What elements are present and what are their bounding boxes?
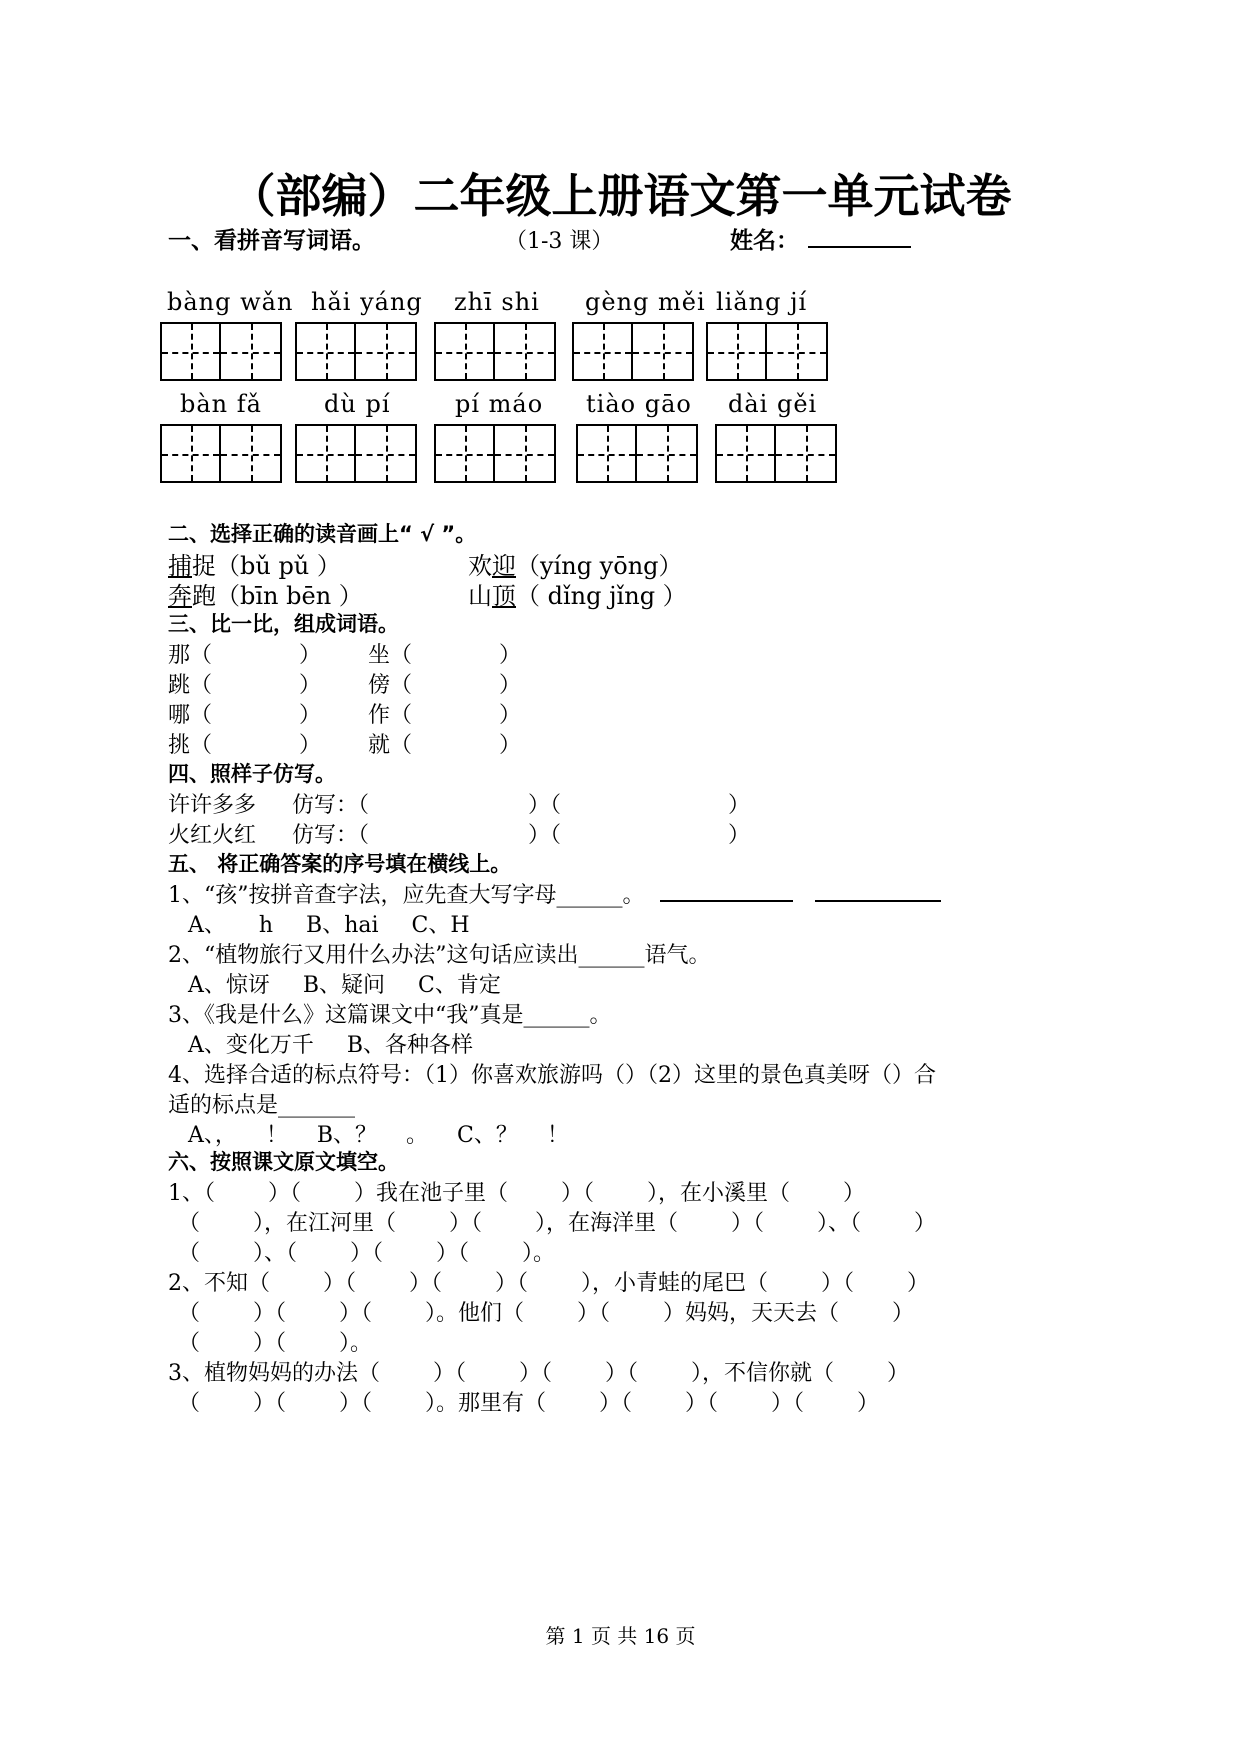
compare-right-4[interactable]: 就（ ） <box>368 733 521 758</box>
pinyin-6: bàn fǎ <box>180 390 262 418</box>
writing-grid-2[interactable] <box>295 322 417 381</box>
pinyin-9: tiào gāo <box>586 390 692 418</box>
writing-grid-6[interactable] <box>160 424 282 483</box>
imitate-label-2: 仿写：（ <box>292 823 370 848</box>
question-3-options[interactable]: A、变化万千 B、各种各样 <box>188 1033 474 1058</box>
writing-grid-5[interactable] <box>706 322 828 381</box>
section6-heading: 六、按照课文原文填空。 <box>168 1150 399 1174</box>
writing-grid-9[interactable] <box>576 424 698 483</box>
imitate-example-1: 许许多多 <box>168 793 257 818</box>
question-2: 2、“植物旅行又用什么办法”这句话应读出______语气。 <box>168 943 711 968</box>
pinyin-2: hǎi yáng <box>311 288 423 316</box>
reading-item-1[interactable]: 捕捉（bǔ pǔ ） <box>168 552 341 580</box>
compare-right-3[interactable]: 作（ ） <box>368 703 521 728</box>
name-label: 姓名： <box>730 228 799 254</box>
fill-line-2[interactable]: （ ），在江河里（ ）（ ），在海洋里（ ）（ ）、（ ） <box>178 1211 936 1236</box>
question-4-line-1: 4、选择合适的标点符号：（1）你喜欢旅游吗（）（2）这里的景色真美呀（）合 <box>168 1063 936 1088</box>
compare-left-1[interactable]: 那（ ） <box>168 643 321 668</box>
writing-grid-8[interactable] <box>434 424 556 483</box>
pinyin-5: liǎng jí <box>716 288 808 316</box>
underlined-char: 奔 <box>168 582 192 610</box>
imitate-mid-2[interactable]: ）（ <box>528 823 562 848</box>
writing-grid-4[interactable] <box>572 322 694 381</box>
section3-heading: 三、比一比，组成词语。 <box>168 612 399 636</box>
fill-line-8[interactable]: （ ）（ ）（ ）。那里有（ ）（ ）（ ）（ ） <box>178 1391 879 1416</box>
name-blank-line[interactable] <box>808 246 911 248</box>
writing-grid-7[interactable] <box>295 424 417 483</box>
answer-line-2[interactable] <box>815 900 941 902</box>
fill-line-5[interactable]: （ ）（ ）（ ）。他们（ ）（ ）妈妈，天天去（ ） <box>178 1301 914 1326</box>
reading-item-4[interactable]: 山顶（ dǐng jǐng ） <box>468 582 687 610</box>
page-footer: 第 1 页 共 16 页 <box>545 1624 696 1648</box>
compare-left-2[interactable]: 跳（ ） <box>168 673 321 698</box>
writing-grid-10[interactable] <box>715 424 837 483</box>
imitate-end-2[interactable]: ） <box>728 823 751 848</box>
pinyin-3: zhī shi <box>454 288 540 316</box>
section1-heading: 一、看拼音写词语。 <box>168 228 375 254</box>
compare-right-1[interactable]: 坐（ ） <box>368 643 521 668</box>
section5-heading: 五、 将正确答案的序号填在横线上。 <box>168 852 512 876</box>
imitate-label-1: 仿写：（ <box>292 793 370 818</box>
pinyin-1: bàng wǎn <box>167 288 294 316</box>
compare-left-3[interactable]: 哪（ ） <box>168 703 321 728</box>
underlined-char: 顶 <box>492 582 516 610</box>
section4-heading: 四、照样子仿写。 <box>168 762 336 786</box>
writing-grid-1[interactable] <box>160 322 282 381</box>
imitate-example-2: 火红火红 <box>168 823 257 848</box>
writing-grid-3[interactable] <box>434 322 556 381</box>
compare-left-4[interactable]: 挑（ ） <box>168 733 321 758</box>
lesson-range: （1-3 课） <box>505 229 614 254</box>
question-2-options[interactable]: A、惊讶 B、疑问 C、肯定 <box>188 973 501 998</box>
underlined-char: 迎 <box>492 552 516 580</box>
fill-line-6[interactable]: （ ）（ ）。 <box>178 1331 372 1356</box>
fill-line-1[interactable]: 1、（ ）（ ）我在池子里（ ）（ ），在小溪里（ ） <box>168 1181 865 1206</box>
fill-line-4[interactable]: 2、不知（ ）（ ）（ ）（ ），小青蛙的尾巴（ ）（ ） <box>168 1271 929 1296</box>
question-1-options[interactable]: A、 h B、hai C、H <box>188 913 470 938</box>
question-1: 1、“孩”按拼音查字法，应先查大写字母______。 <box>168 883 645 908</box>
question-4-options[interactable]: A、， ！ B、？ 。 C、？ ！ <box>188 1123 569 1148</box>
answer-line-1[interactable] <box>660 900 793 902</box>
question-4-line-2: 适的标点是_______ <box>168 1093 356 1118</box>
fill-line-7[interactable]: 3、植物妈妈的办法（ ）（ ）（ ）（ ），不信你就（ ） <box>168 1361 909 1386</box>
underlined-char: 捕 <box>168 552 192 580</box>
imitate-mid-1[interactable]: ）（ <box>528 793 562 818</box>
pinyin-7: dù pí <box>324 390 391 418</box>
fill-line-3[interactable]: （ ）、（ ）（ ）（ ）。 <box>178 1241 555 1266</box>
section2-heading: 二、选择正确的读音画上“ √ ”。 <box>168 522 477 546</box>
reading-item-3[interactable]: 奔跑（bīn bēn ） <box>168 582 363 610</box>
pinyin-8: pí máo <box>455 390 544 418</box>
pinyin-4: gèng měi <box>585 288 706 316</box>
compare-right-2[interactable]: 傍（ ） <box>368 673 521 698</box>
pinyin-10: dài gěi <box>728 390 818 418</box>
page-title: （部编）二年级上册语文第一单元试卷 <box>229 169 1012 223</box>
reading-item-2[interactable]: 欢迎（yíng yōng） <box>468 552 683 580</box>
question-3: 3、《我是什么》这篇课文中“我”真是______。 <box>168 1003 612 1028</box>
imitate-end-1[interactable]: ） <box>728 793 751 818</box>
